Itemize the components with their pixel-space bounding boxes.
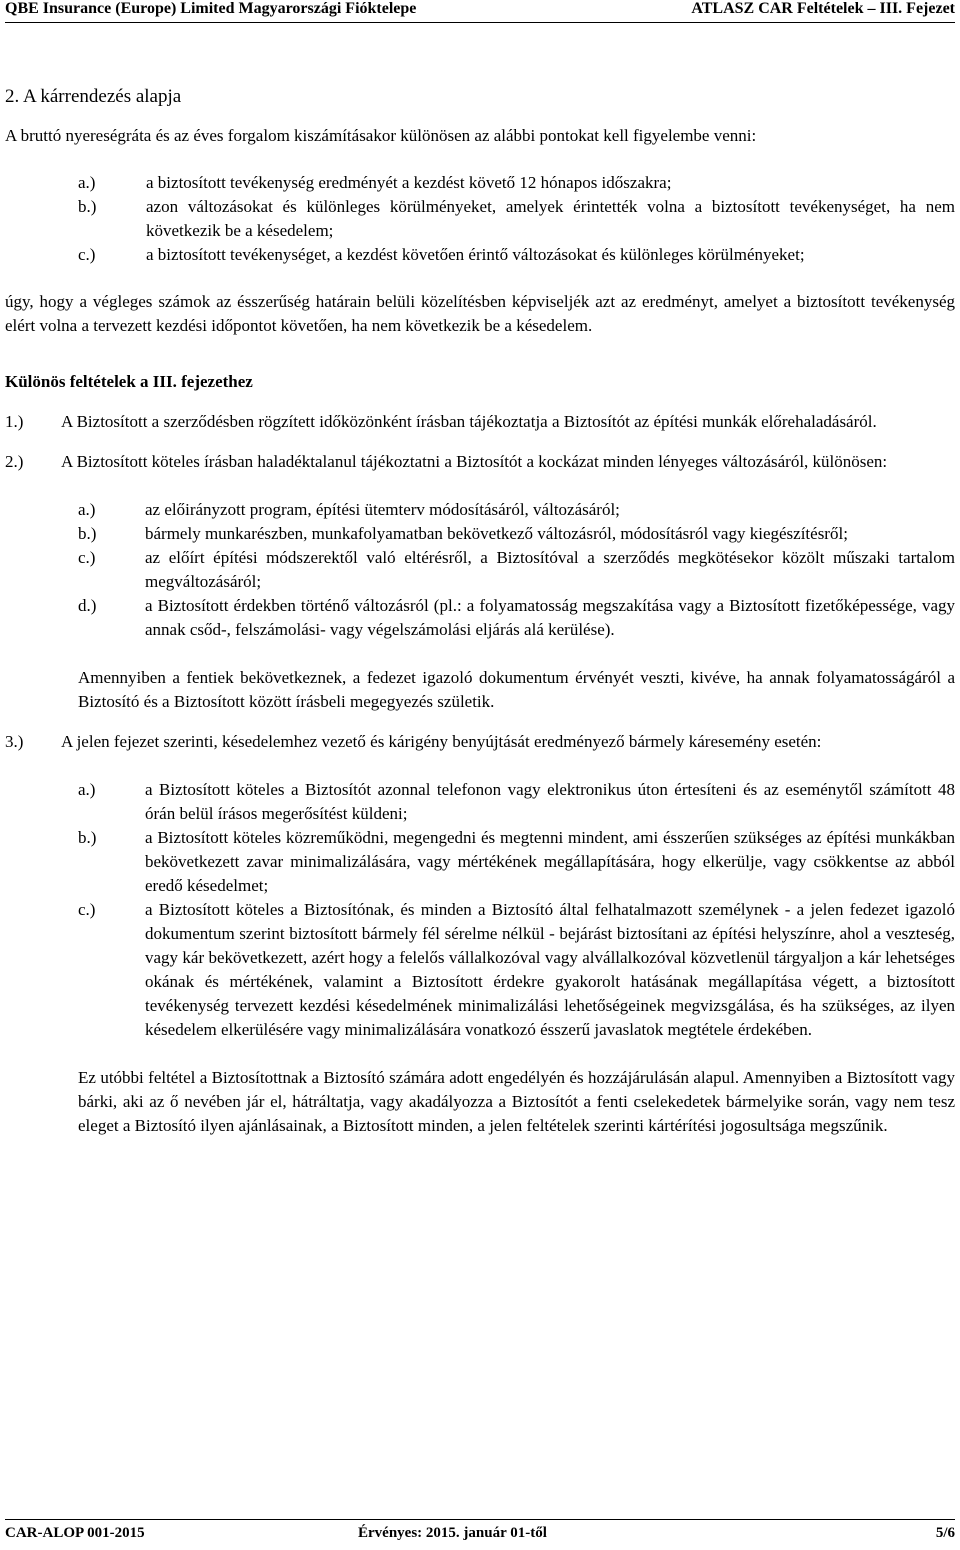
section-title: 2. A kárrendezés alapja: [5, 86, 182, 107]
clause-text: A Biztosított a szerződésben rögzített időközönként írásban tájékoztatja a Biztosítót az építési munkák előrehaladásáról.: [61, 412, 877, 431]
header-document-title: ATLASZ CAR Feltételek – III. Fejezet: [691, 0, 955, 17]
list-item: [5, 546, 955, 594]
list-item-label: c.): [78, 548, 96, 567]
special-conditions-title: Különös feltételek a III. fejezethez: [5, 372, 253, 391]
list-item: [5, 898, 955, 1042]
list-item-label: c.): [78, 900, 96, 919]
clause-3-closing: Ez utóbbi feltétel a Biztosítottnak a Biztosító számára adott engedélyén és hozzájárulásán alapul. Amennyiben a Biztosított vagy bárki, aki az ő nevében jár el, hátráltatja, vagy akadályozza a Biztosítót a fenti cselekedetek bármelyike során, vagy nem tesz eleget a Biztosító ilyen ajánlásainak, a Biztosított minden, a jelen feltételek szerinti kártérítési jogosultsága megszűnik.: [78, 1068, 955, 1135]
list-item: [5, 243, 955, 267]
list-item: [5, 522, 955, 546]
list-item: [5, 171, 955, 195]
list-item-text: a Biztosított köteles a Biztosítót azonnal telefonon vagy elektronikus úton értesíteni és az eseménytől számított 48 órán belül írásos megerősítést küldeni;: [145, 780, 955, 823]
list-item-text: a biztosított tevékenység eredményét a kezdést követő 12 hónapos időszakra;: [146, 173, 672, 192]
list-item-label: c.): [78, 245, 96, 264]
list-item-text: azon változásokat és különleges körülményeket, amelyek érintették volna a biztosított tevékenységet, ha nem következik be a késedelem;: [146, 197, 955, 240]
footer-divider: [5, 1519, 955, 1520]
clause-3-list: [5, 778, 955, 1042]
list-item-label: b.): [78, 828, 97, 847]
clause-text: A Biztosított köteles írásban haladéktalanul tájékoztatni a Biztosítót a kockázat minden lényeges változásáról, különösen:: [61, 452, 888, 471]
clause-label: 1.): [5, 412, 24, 431]
clause-2-closing: Amennyiben a fentiek bekövetkeznek, a fedezet igazoló dokumentum érvényét veszti, kivéve, ha annak folyamatosságáról a Biztosító és a Biztosított között írásbeli megegyezés születik.: [78, 668, 955, 711]
footer-doc-code: CAR-ALOP 001-2015: [5, 1525, 145, 1541]
section-intro: A bruttó nyereségráta és az éves forgalom kiszámításakor különösen az alábbi pontokat kell figyelembe venni:: [5, 126, 757, 145]
clause-2-list: [5, 498, 955, 642]
document-body: [5, 84, 955, 1138]
list-item-text: a Biztosított köteles közreműködni, megengedni és megtenni mindent, ami ésszerűen szükséges az építési munkákban bekövetkezett zavar minimalizálására, vagy mértékének megállapítására, hogy elkerülje, vagy csökkentse az abból eredő késedelmet;: [145, 828, 955, 895]
page-header: [5, 0, 955, 22]
list-item-label: b.): [78, 524, 97, 543]
clause-label: 3.): [5, 732, 24, 751]
list-item-text: az előirányzott program, építési ütemterv módosításáról, változásáról;: [145, 500, 620, 519]
list-item-label: d.): [78, 596, 97, 615]
list-item: [5, 826, 955, 898]
basis-list: [5, 171, 955, 267]
clause-2: [5, 450, 955, 474]
footer-validity: Érvényes: 2015. január 01-től: [358, 1525, 547, 1541]
list-item: [5, 498, 955, 522]
header-company: QBE Insurance (Europe) Limited Magyarországi Fióktelepe: [5, 0, 417, 17]
clause-3: [5, 730, 955, 754]
list-item-label: a.): [78, 500, 96, 519]
clause-text: A jelen fejezet szerinti, késedelemhez vezető és kárigény benyújtását eredményező bármely káresemény esetén:: [61, 732, 822, 751]
footer-page-number: 5/6: [935, 1525, 955, 1541]
list-item-text: a Biztosított köteles a Biztosítónak, és minden a Biztosító által felhatalmazott személynek - a jelen fedezet igazoló dokumentum szerint biztosított bármely fél sérelme nélkül - bejárást biztosítani az építési helyszínre, ahol a veszteség, vagy kár bekövetkezett, azért hogy a felelős vállalkozóval vagy alvállalkozóval közvetlenül tárgyaljon a kár lehetséges okának és mértékének, valamint a Biztosított érdekre gyakorolt hatásának megállapítása végett, a biztosított tevékenység tervezett kezdési késedelmének minimalizálási lehetőségeinek megvizsgálása, és ha szükséges, az ilyen késedelem elkerülésére vagy minimalizálására vonatkozó ésszerű javaslatok megtétele érdekében.: [145, 900, 955, 1039]
list-item-text: bármely munkarészben, munkafolyamatban bekövetkező változásról, módosításról vagy kiegészítésről;: [145, 524, 848, 543]
list-item-text: a Biztosított érdekben történő változásról (pl.: a folyamatosság megszakítása vagy a Biztosított fizetőképessége, vagy annak csőd-, felszámolási- vagy végelszámolási eljárás alá kerülése).: [145, 596, 955, 639]
list-item: [5, 195, 955, 243]
list-item: [5, 594, 955, 642]
list-item-text: az előírt építési módszerektől való eltérésről, a Biztosítóval a szerződés megkötésekor közölt műszaki tartalom megváltozásáról;: [145, 548, 955, 591]
section-outro: úgy, hogy a végleges számok az ésszerűség határain belüli közelítésben képviseljék azt az eredményt, amelyet a biztosított tevékenység elért volna a tervezett kezdési időpontot követően, ha nem következik be a késedelem.: [5, 292, 955, 335]
list-item-label: a.): [78, 173, 96, 192]
list-item: [5, 778, 955, 826]
list-item-label: a.): [78, 780, 96, 799]
header-divider: [5, 22, 955, 23]
list-item-text: a biztosított tevékenységet, a kezdést követően érintő változásokat és különleges körülményeket;: [146, 245, 805, 264]
list-item-label: b.): [78, 197, 97, 216]
clause-label: 2.): [5, 452, 24, 471]
clause-1: [5, 410, 955, 434]
